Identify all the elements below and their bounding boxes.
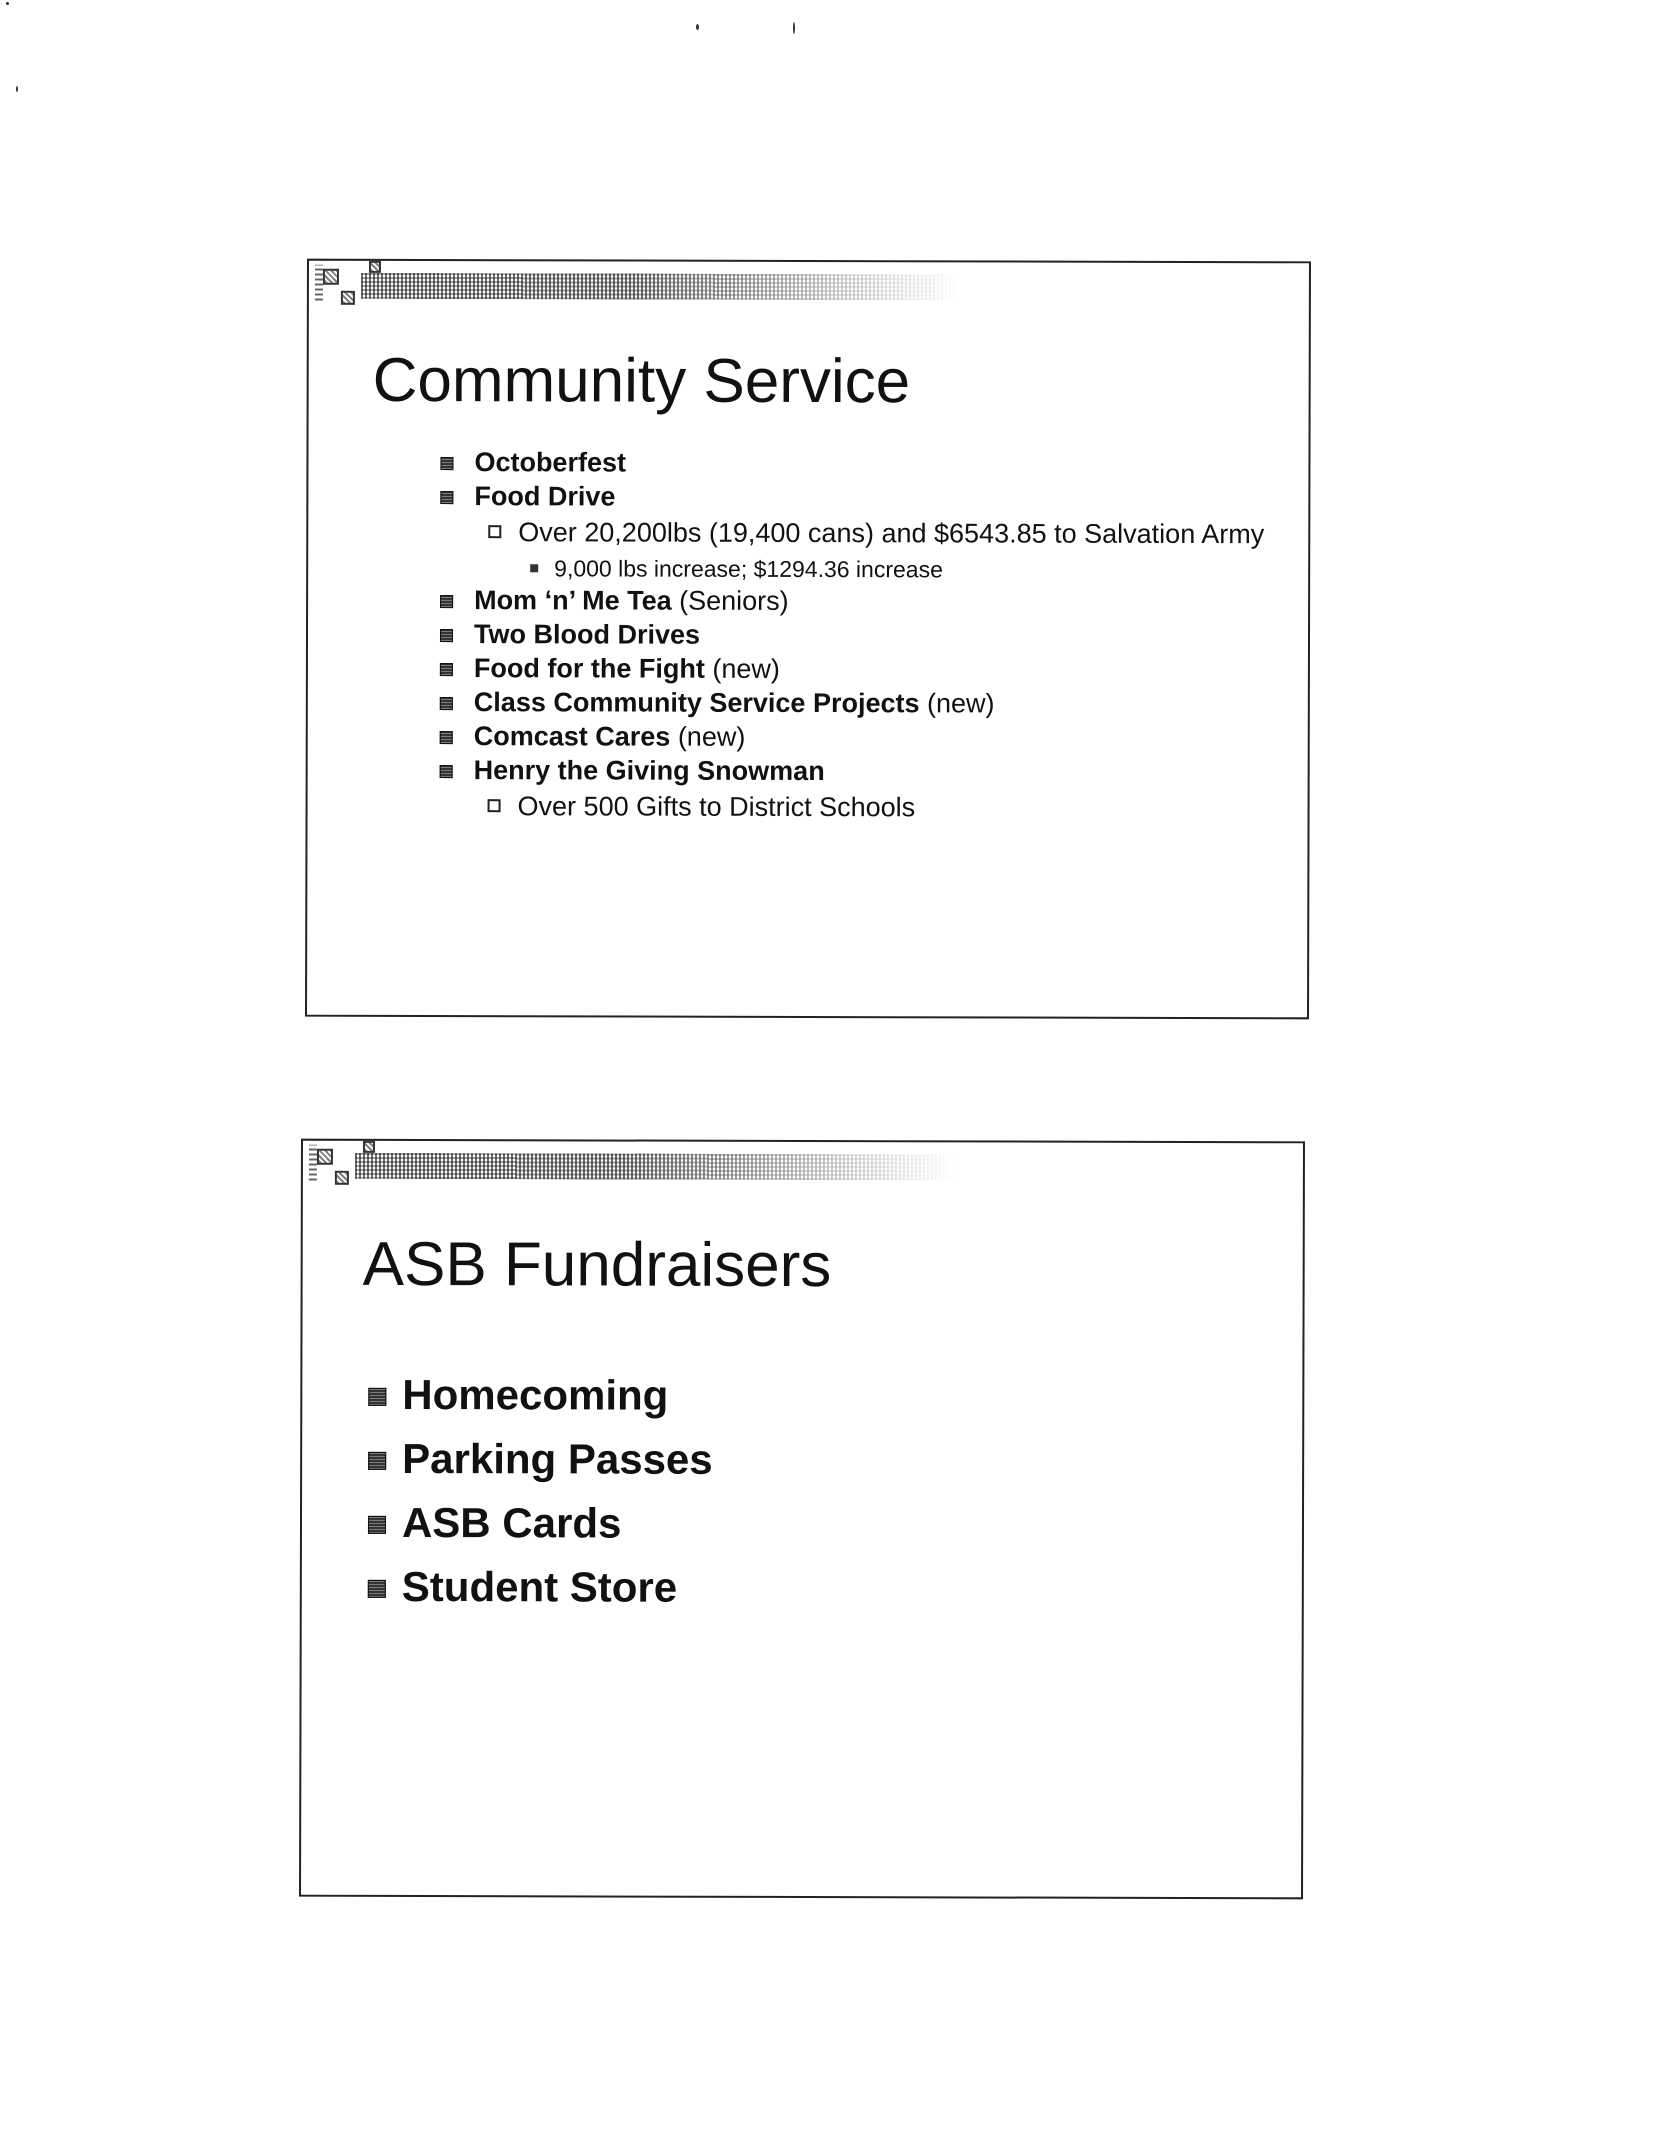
bullet-text: Two Blood Drives [473, 619, 701, 650]
bullet-text: Student Store [401, 1562, 678, 1611]
bullet-text: Parking Passes [402, 1434, 713, 1483]
scan-speck [16, 86, 18, 92]
list-item [438, 651, 1268, 687]
slide-decoration [309, 1145, 317, 1181]
slide-decoration [363, 1141, 375, 1153]
bullet-list [438, 445, 1269, 823]
square-bullet-icon [440, 629, 453, 642]
bullet-text: Class Community Service Projects [473, 687, 920, 719]
bullet-note: (new) [919, 688, 995, 719]
bullet-text: Henry the Giving Snowman [473, 755, 825, 787]
square-bullet-icon [440, 765, 453, 778]
square-bullet-icon [440, 457, 453, 470]
square-bullet-icon [440, 731, 453, 744]
list-item [482, 791, 1268, 823]
square-bullet-icon [368, 1516, 386, 1534]
square-bullet-icon [368, 1452, 386, 1470]
scan-speck [696, 24, 699, 30]
bullet-note: (new) [704, 653, 780, 684]
slide-decoration [317, 1149, 333, 1165]
list-item [438, 479, 1268, 585]
list-item [366, 1491, 713, 1556]
scan-speck [793, 22, 795, 34]
slide-community-service [305, 259, 1311, 1020]
slide-asb-fundraisers [299, 1139, 1305, 1900]
bullet-text: Food for the Fight [473, 653, 705, 684]
slide-header-band [355, 1153, 955, 1181]
sub-bullet-list [482, 517, 1268, 585]
list-item [438, 583, 1268, 619]
square-bullet-icon [440, 663, 453, 676]
list-item [482, 517, 1268, 585]
slide-title: Community Service [372, 345, 911, 417]
square-bullet-icon [440, 491, 453, 504]
bullet-note: (new) [670, 721, 746, 752]
list-item [530, 553, 1268, 585]
list-item [366, 1427, 713, 1492]
scan-speck [6, 2, 9, 5]
slide-title: ASB Fundraisers [362, 1229, 832, 1301]
hollow-square-bullet-icon [488, 799, 501, 812]
square-bullet-icon [440, 697, 453, 710]
sub-sub-bullet-text: 9,000 lbs increase; $1294.36 increase [554, 555, 943, 583]
bullet-text: Comcast Cares [473, 721, 671, 752]
bullet-text: Food Drive [474, 481, 616, 512]
list-item [438, 445, 1268, 481]
slide-decoration [323, 269, 339, 285]
sub-bullet-text: Over 20,200lbs (19,400 cans) and $6543.85 to Salvation Army [518, 517, 1265, 550]
bullet-text: ASB Cards [401, 1498, 622, 1547]
sub-bullet-text: Over 500 Gifts to District Schools [517, 791, 916, 823]
square-bullet-icon [440, 595, 453, 608]
bullet-list [366, 1363, 713, 1620]
list-item [438, 719, 1268, 755]
bullet-text: Octoberfest [474, 447, 627, 478]
sub-bullet-list [482, 791, 1268, 823]
square-bullet-icon [368, 1388, 386, 1406]
list-item [366, 1363, 713, 1428]
sub-sub-bullet-list [530, 553, 1268, 585]
hollow-square-bullet-icon [488, 525, 501, 538]
slide-decoration [335, 1171, 349, 1185]
list-item [438, 617, 1268, 653]
bullet-text: Homecoming [402, 1370, 669, 1419]
square-bullet-icon [368, 1580, 386, 1598]
bullet-note: (Seniors) [671, 585, 789, 616]
slide-decoration [341, 291, 355, 305]
list-item [366, 1555, 713, 1620]
list-item [438, 685, 1268, 721]
slide-header-band [361, 273, 961, 301]
bullet-text: Mom ‘n’ Me Tea [474, 585, 672, 616]
slide-decoration [369, 261, 381, 273]
slide-decoration [315, 265, 323, 301]
small-square-bullet-icon [530, 564, 538, 572]
list-item [438, 753, 1268, 823]
